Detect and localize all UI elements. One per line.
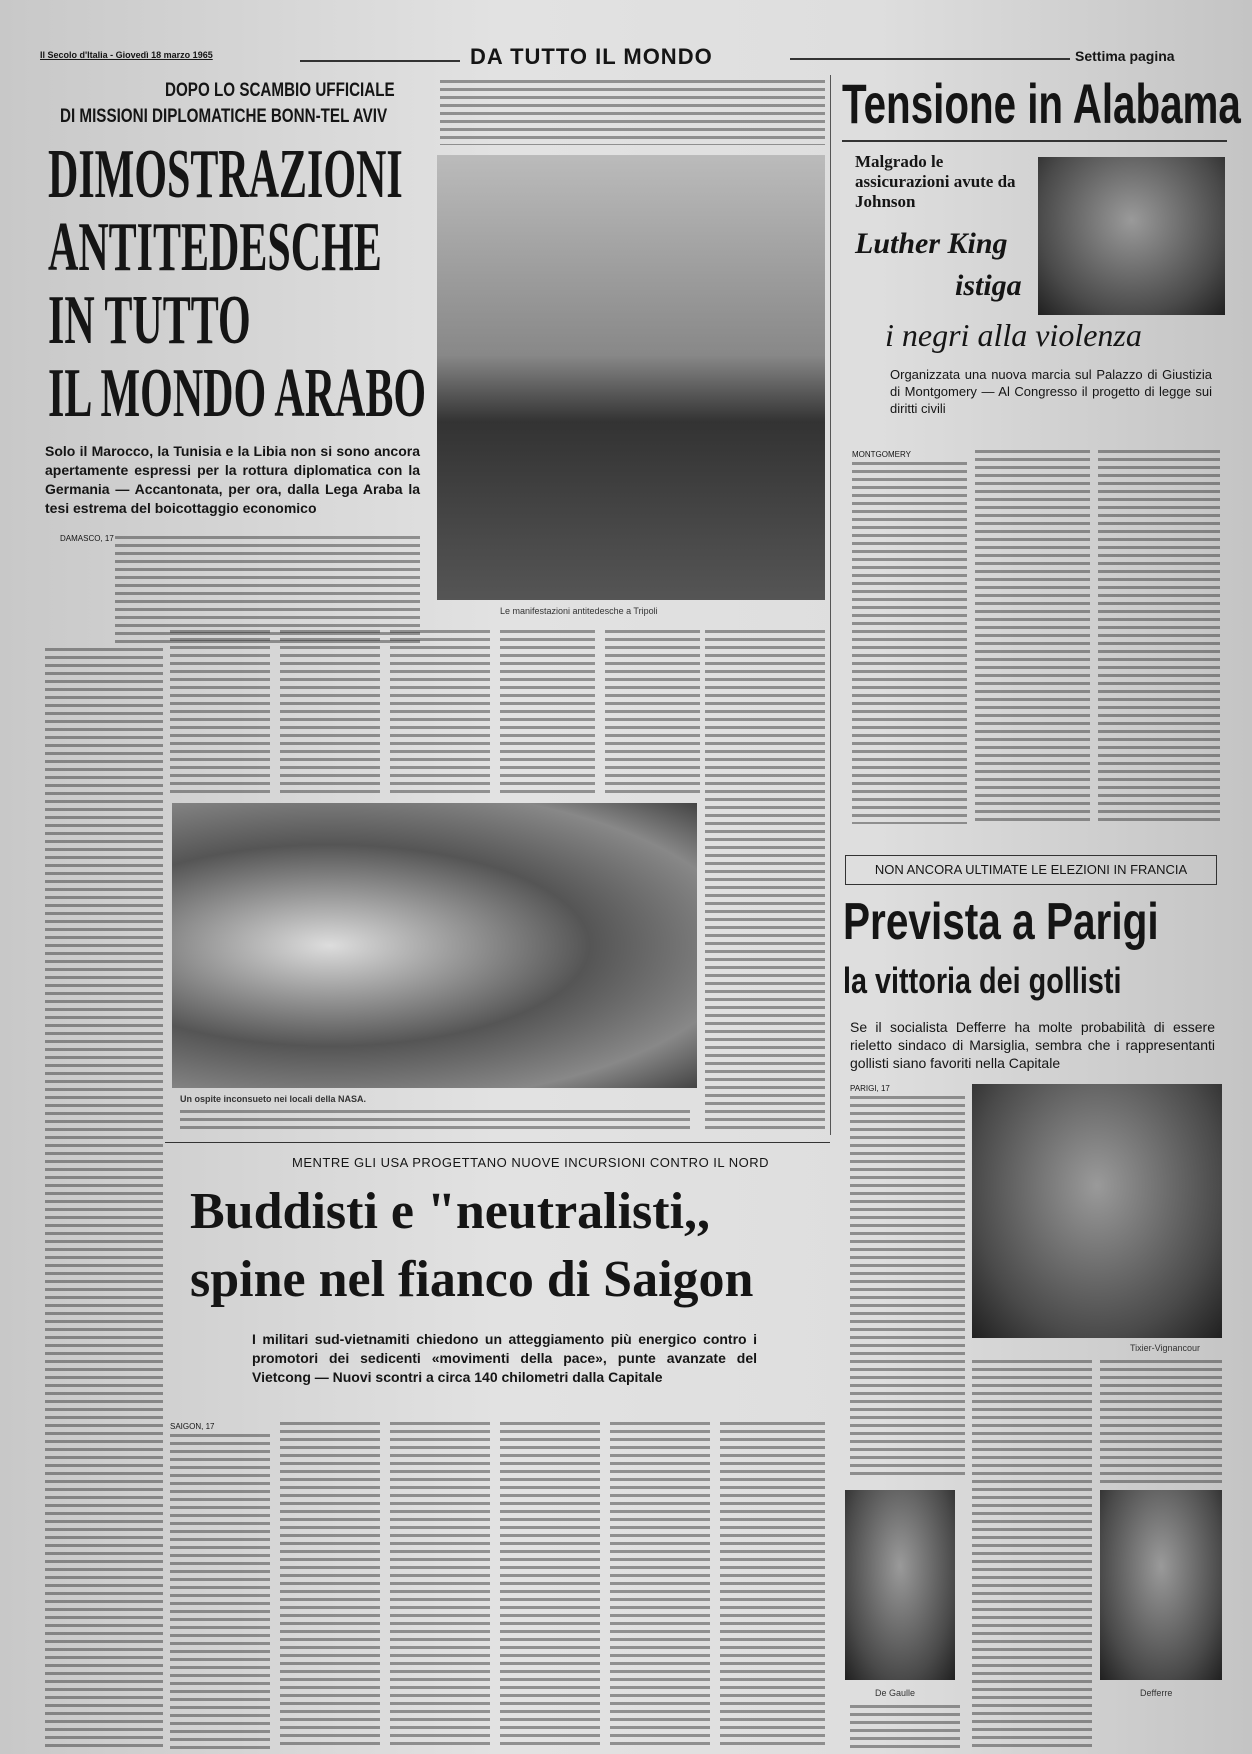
photo-caption: Tixier-Vignancour [1130,1343,1201,1353]
headline-line: DIMOSTRAZIONI [48,136,403,213]
article-body [850,1096,965,1476]
article-body [972,1360,1092,1748]
column-rule [830,75,831,1135]
king-photo [1038,157,1225,315]
article-body [1100,1360,1222,1483]
article-body [170,1434,270,1750]
article-body [390,630,490,795]
dateline: SAIGON, 17 [170,1422,215,1431]
divider [300,60,460,62]
subheadline: Malgrado le assicurazioni avute da Johnson [855,152,1016,211]
headline-line: IL MONDO ARABO [48,355,427,432]
article-body [720,1422,825,1750]
article-body [605,630,700,795]
page-number: Settima pagina [1075,48,1175,64]
article-body [170,630,270,795]
kicker: DI MISSIONI DIPLOMATICHE BONN-TEL AVIV [60,106,388,127]
divider [165,1142,830,1143]
section-title: DA TUTTO IL MONDO [470,44,713,69]
headline-line: ANTITEDESCHE [48,209,382,286]
article-body [280,1422,380,1750]
deck: Organizzata una nuova marcia sul Palazzo di Giustizia di Montgomery — Al Congresso il progetto di legge sui diritti civili [890,367,1212,416]
headline: la vittoria dei gollisti [843,960,1122,1001]
article-body [500,630,595,795]
article-body [852,462,967,824]
masthead-date: Il Secolo d'Italia - Giovedì 18 marzo 1965 [40,50,213,60]
degaulle-photo [845,1490,955,1680]
tixier-photo [972,1084,1222,1338]
headline: istiga [955,269,1022,302]
article-body [45,648,163,1748]
article-body [115,536,420,644]
divider [790,58,1070,60]
article-body [975,450,1090,824]
headline [48,138,432,430]
nun-photo [172,803,697,1088]
divider [842,140,1227,142]
article-body [280,630,380,795]
photo-caption: Le manifestazioni antitedesche a Tripoli [500,606,658,616]
photo-caption: Defferre [1140,1688,1173,1698]
article-body [1098,450,1220,824]
deck: Solo il Marocco, la Tunisia e la Libia non si sono ancora apertamente espressi per la rottura diplomatica con la Germania — Accantonata, per ora, dalla Lega Araba la tesi estrema del boicottaggio economico [45,443,420,516]
protest-photo [437,155,825,600]
headline: Luther King [855,227,1008,260]
photo-caption: De Gaulle [875,1688,916,1698]
article-body [850,1705,960,1750]
article-body [705,630,825,1130]
dateline: MONTGOMERY [852,450,911,459]
headline: Prevista a Parigi [843,893,1159,951]
article-body [390,1422,490,1750]
defferre-photo [1100,1490,1222,1680]
article-body [610,1422,710,1750]
article-body [500,1422,600,1750]
dateline: DAMASCO, 17 [60,534,114,543]
headline: i negri alla violenza [885,317,1142,353]
dateline: PARIGI, 17 [850,1084,890,1093]
caption-text [180,1110,690,1134]
headline: Tensione in Alabama [842,72,1241,135]
headline: spine nel fianco di Saigon [190,1251,754,1308]
deck: I militari sud-vietnamiti chiedono un atteggiamento più energico contro i promotori dei sedicenti «movimenti della pace», punte avanzate del Vietcong — Nuovi scontri a circa 140 chilometri dalla Capitale [252,1331,757,1385]
kicker: DOPO LO SCAMBIO UFFICIALE [165,80,395,101]
headline: Buddisti e "neutralisti,, [190,1183,711,1240]
deck: Se il socialista Defferre ha molte probabilità di essere rieletto sindaco di Marsiglia, sembra che i rappresentanti gollisti siano favoriti nella Capitale [850,1019,1215,1071]
kicker: MENTRE GLI USA PROGETTANO NUOVE INCURSIONI CONTRO IL NORD [292,1155,770,1170]
headline-line: IN TUTTO [48,282,251,359]
section-box: NON ANCORA ULTIMATE LE ELEZIONI IN FRANCIA [845,855,1217,885]
caption-text [440,80,825,145]
photo-caption: Un ospite inconsueto nei locali della NASA. [180,1094,367,1104]
